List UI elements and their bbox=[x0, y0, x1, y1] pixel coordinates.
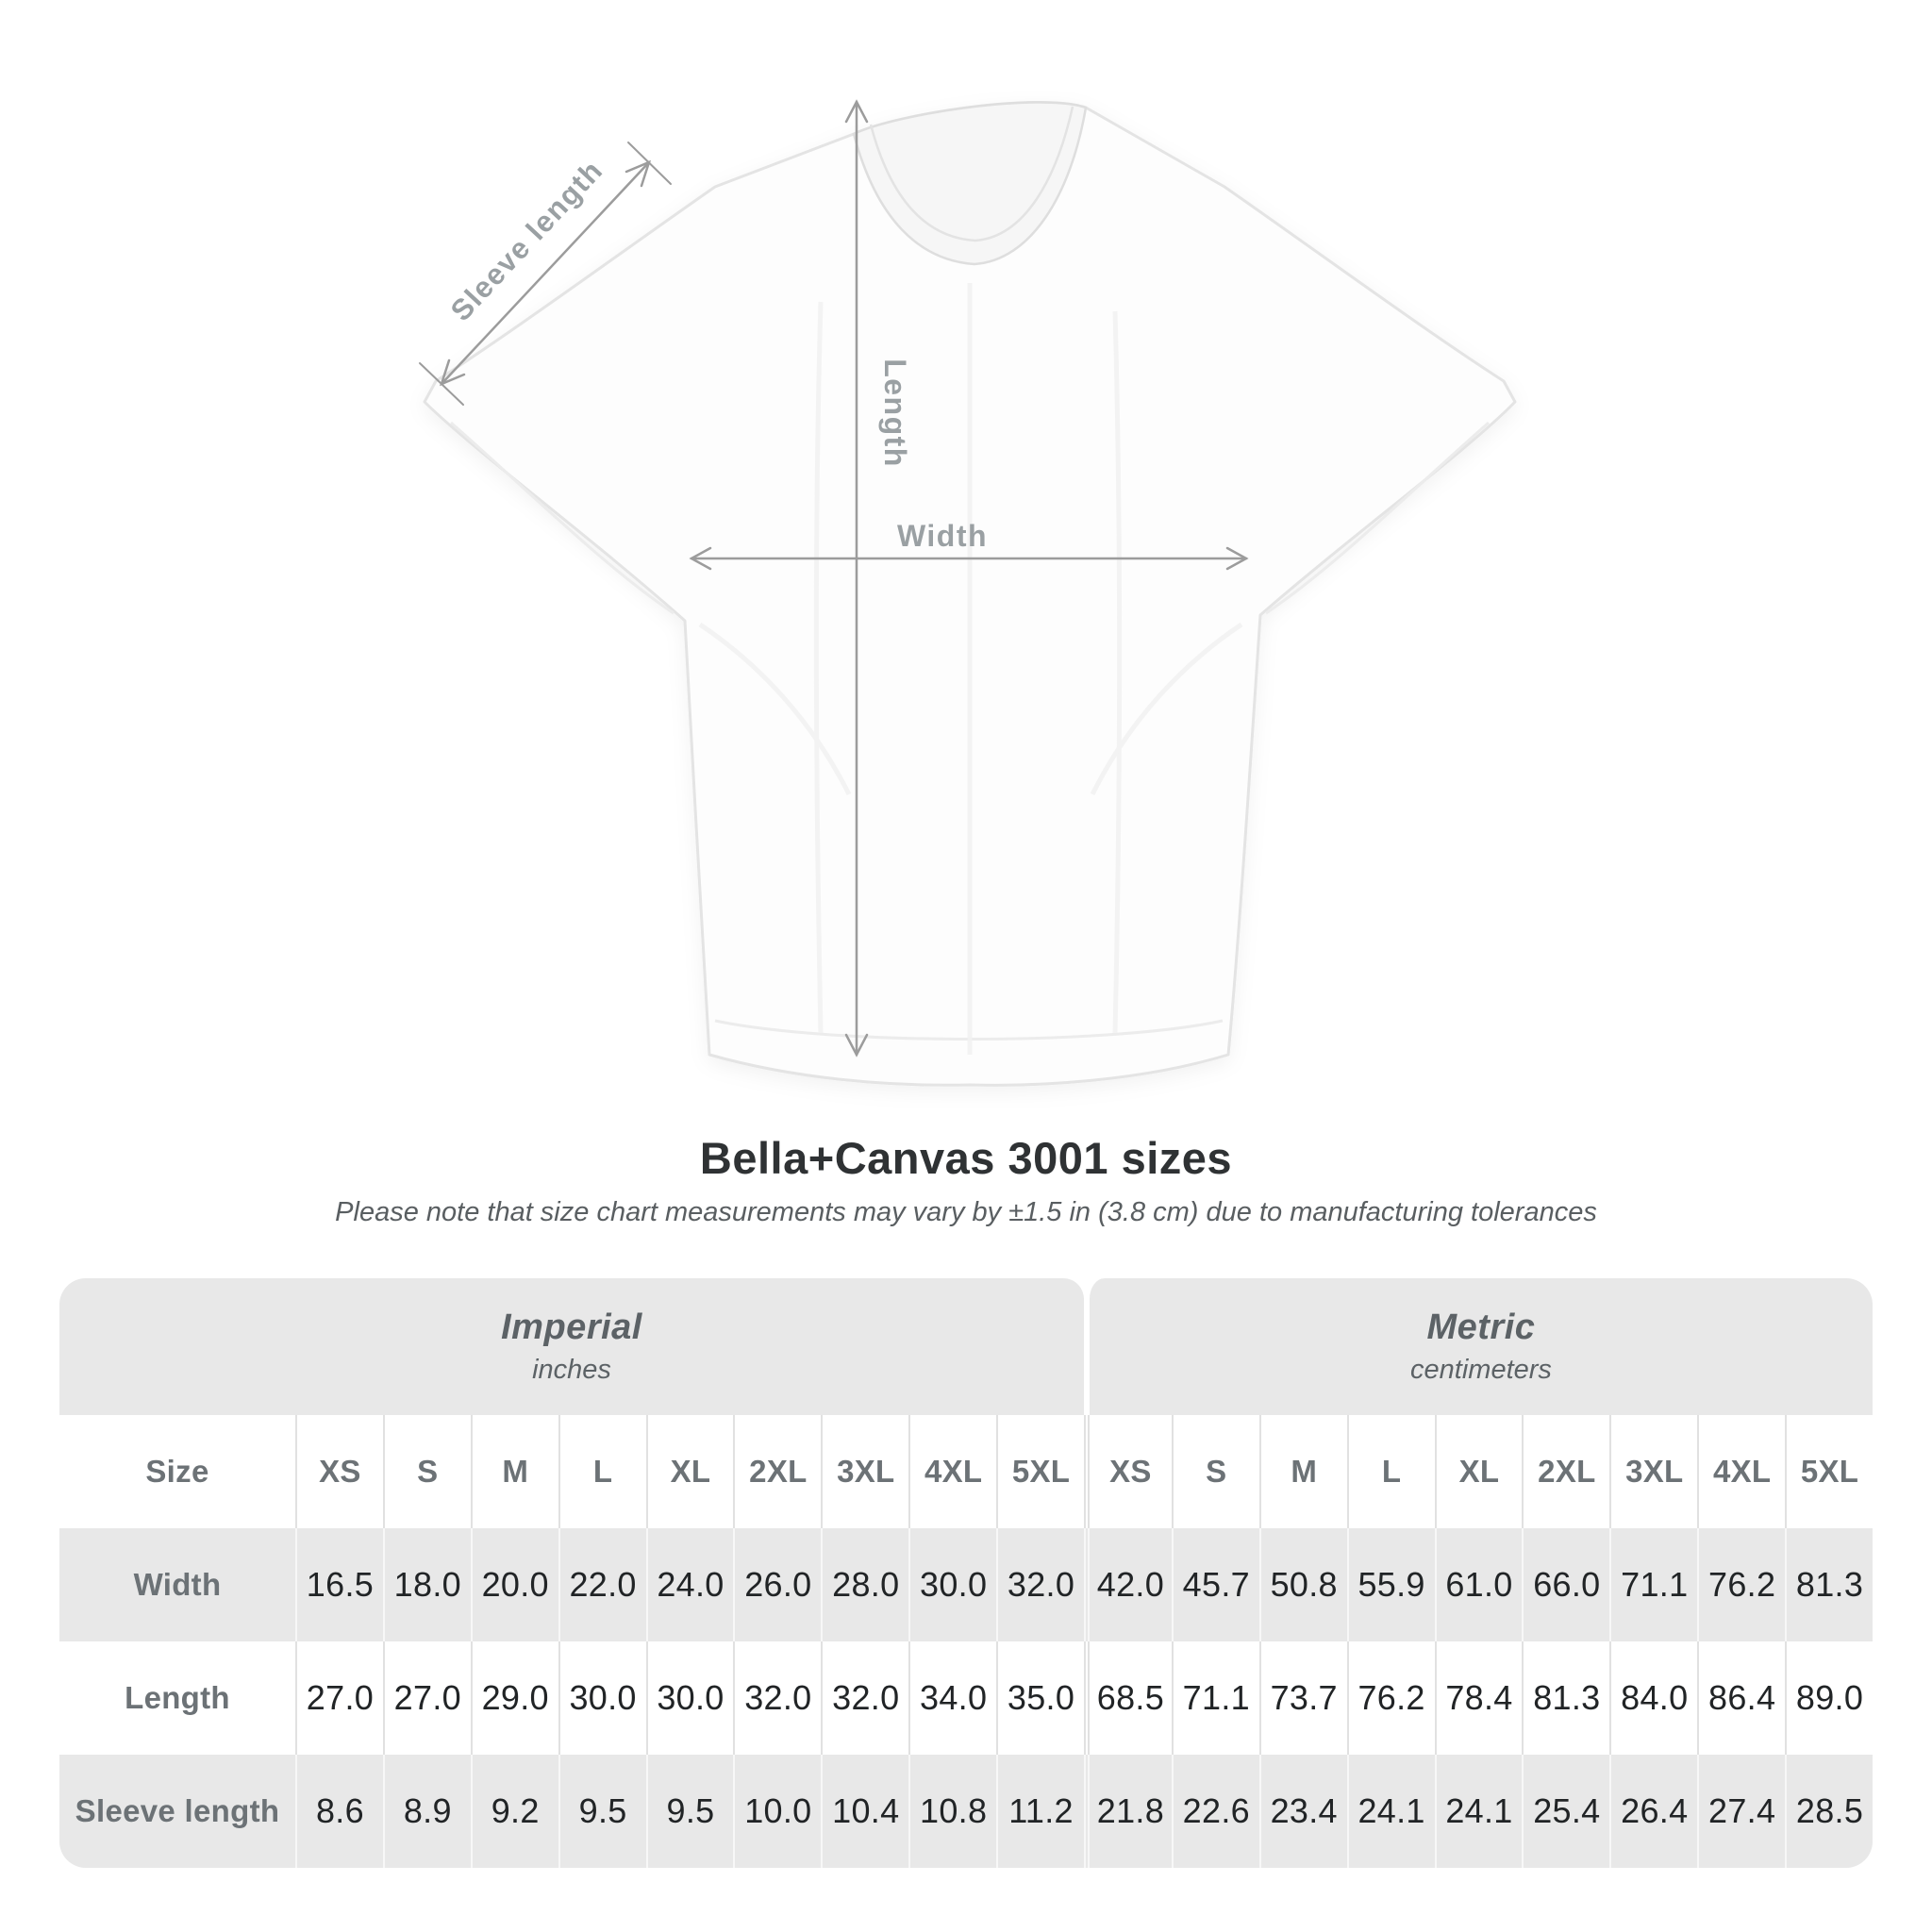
size-column-header: M bbox=[471, 1415, 558, 1528]
measurement-value-cell: 50.8 bbox=[1259, 1528, 1347, 1641]
measurement-value-cell: 81.3 bbox=[1785, 1528, 1873, 1641]
measurement-value-cell: 73.7 bbox=[1259, 1641, 1347, 1755]
measurement-value-cell: 26.4 bbox=[1609, 1755, 1697, 1868]
measurement-value-cell: 10.8 bbox=[908, 1755, 996, 1868]
measurement-value-cell: 9.5 bbox=[646, 1755, 734, 1868]
measurement-value-cell: 55.9 bbox=[1347, 1528, 1435, 1641]
width-label: Width bbox=[896, 519, 989, 553]
measurement-value-cell: 25.4 bbox=[1522, 1755, 1609, 1868]
size-table bbox=[59, 1278, 1873, 1868]
measurement-value-cell: 81.3 bbox=[1522, 1641, 1609, 1755]
size-column-header: XL bbox=[646, 1415, 734, 1528]
measurement-value-cell: 66.0 bbox=[1522, 1528, 1609, 1641]
measurement-value-cell: 42.0 bbox=[1084, 1528, 1172, 1641]
measurement-value-cell: 22.0 bbox=[558, 1528, 646, 1641]
measurement-value-cell: 24.1 bbox=[1347, 1755, 1435, 1868]
size-column-header: 4XL bbox=[908, 1415, 996, 1528]
measurement-value-cell: 16.5 bbox=[295, 1528, 383, 1641]
measurement-value-cell: 86.4 bbox=[1697, 1641, 1785, 1755]
measurement-value-cell: 78.4 bbox=[1435, 1641, 1523, 1755]
measurement-value-cell: 89.0 bbox=[1785, 1641, 1873, 1755]
metric-label: Metric bbox=[1426, 1307, 1536, 1347]
measurement-value-cell: 34.0 bbox=[908, 1641, 996, 1755]
measurement-row-label: Length bbox=[59, 1641, 295, 1755]
size-column-header: M bbox=[1259, 1415, 1347, 1528]
measurement-value-cell: 8.9 bbox=[383, 1755, 471, 1868]
imperial-label: Imperial bbox=[501, 1307, 642, 1347]
measurement-value-cell: 27.0 bbox=[295, 1641, 383, 1755]
size-column-header: 3XL bbox=[821, 1415, 908, 1528]
measurement-value-cell: 71.1 bbox=[1609, 1528, 1697, 1641]
measurement-value-cell: 10.4 bbox=[821, 1755, 908, 1868]
measurement-value-cell: 30.0 bbox=[646, 1641, 734, 1755]
measurement-value-cell: 10.0 bbox=[733, 1755, 821, 1868]
metric-unit-label: centimeters bbox=[1410, 1355, 1552, 1385]
measurement-value-cell: 76.2 bbox=[1347, 1641, 1435, 1755]
measurement-value-cell: 9.2 bbox=[471, 1755, 558, 1868]
measurement-value-cell: 32.0 bbox=[733, 1641, 821, 1755]
size-column-header: S bbox=[383, 1415, 471, 1528]
measurement-value-cell: 71.1 bbox=[1172, 1641, 1259, 1755]
size-column-header: 3XL bbox=[1609, 1415, 1697, 1528]
measurement-value-cell: 35.0 bbox=[996, 1641, 1084, 1755]
size-column-header: 5XL bbox=[1785, 1415, 1873, 1528]
measurement-value-cell: 32.0 bbox=[821, 1641, 908, 1755]
measurement-value-cell: 8.6 bbox=[295, 1755, 383, 1868]
measurement-value-cell: 27.4 bbox=[1697, 1755, 1785, 1868]
measurement-value-cell: 29.0 bbox=[471, 1641, 558, 1755]
size-row-header-cell: Size bbox=[59, 1415, 295, 1528]
measurement-value-cell: 9.5 bbox=[558, 1755, 646, 1868]
size-column-header: 2XL bbox=[1522, 1415, 1609, 1528]
measurement-value-cell: 27.0 bbox=[383, 1641, 471, 1755]
sleeve-length-label: Sleeve length bbox=[443, 153, 609, 327]
measurement-row-label: Sleeve length bbox=[59, 1755, 295, 1868]
size-column-header: S bbox=[1172, 1415, 1259, 1528]
t-shirt bbox=[425, 103, 1515, 1086]
measurement-value-cell: 45.7 bbox=[1172, 1528, 1259, 1641]
size-column-header: 5XL bbox=[996, 1415, 1084, 1528]
measurement-value-cell: 23.4 bbox=[1259, 1755, 1347, 1868]
length-label: Length bbox=[878, 358, 912, 468]
measurement-row-label: Width bbox=[59, 1528, 295, 1641]
measurement-value-cell: 84.0 bbox=[1609, 1641, 1697, 1755]
measurement-value-cell: 24.1 bbox=[1435, 1755, 1523, 1868]
imperial-group-header bbox=[59, 1278, 1084, 1415]
measurement-value-cell: 28.5 bbox=[1785, 1755, 1873, 1868]
size-column-header: XS bbox=[1084, 1415, 1172, 1528]
imperial-unit-label: inches bbox=[532, 1355, 611, 1385]
measurement-value-cell: 68.5 bbox=[1084, 1641, 1172, 1755]
size-column-header: L bbox=[558, 1415, 646, 1528]
size-column-header: XS bbox=[295, 1415, 383, 1528]
measurement-value-cell: 11.2 bbox=[996, 1755, 1084, 1868]
measurement-value-cell: 76.2 bbox=[1697, 1528, 1785, 1641]
size-chart-note: Please note that size chart measurements may vary by ±1.5 in (3.8 cm) due to manufacturing tolerances bbox=[335, 1197, 1597, 1227]
measurement-value-cell: 18.0 bbox=[383, 1528, 471, 1641]
measurement-value-cell: 24.0 bbox=[646, 1528, 734, 1641]
measurement-value-cell: 30.0 bbox=[908, 1528, 996, 1641]
metric-group-header bbox=[1084, 1278, 1873, 1415]
measurement-value-cell: 32.0 bbox=[996, 1528, 1084, 1641]
measurement-value-cell: 20.0 bbox=[471, 1528, 558, 1641]
measurement-value-cell: 21.8 bbox=[1084, 1755, 1172, 1868]
measurement-value-cell: 61.0 bbox=[1435, 1528, 1523, 1641]
size-column-header: XL bbox=[1435, 1415, 1523, 1528]
measurement-value-cell: 22.6 bbox=[1172, 1755, 1259, 1868]
measurement-value-cell: 30.0 bbox=[558, 1641, 646, 1755]
size-column-header: 4XL bbox=[1697, 1415, 1785, 1528]
measurement-value-cell: 28.0 bbox=[821, 1528, 908, 1641]
size-chart-title: Bella+Canvas 3001 sizes bbox=[699, 1133, 1233, 1183]
size-column-header: L bbox=[1347, 1415, 1435, 1528]
size-column-header: 2XL bbox=[733, 1415, 821, 1528]
measurement-value-cell: 26.0 bbox=[733, 1528, 821, 1641]
